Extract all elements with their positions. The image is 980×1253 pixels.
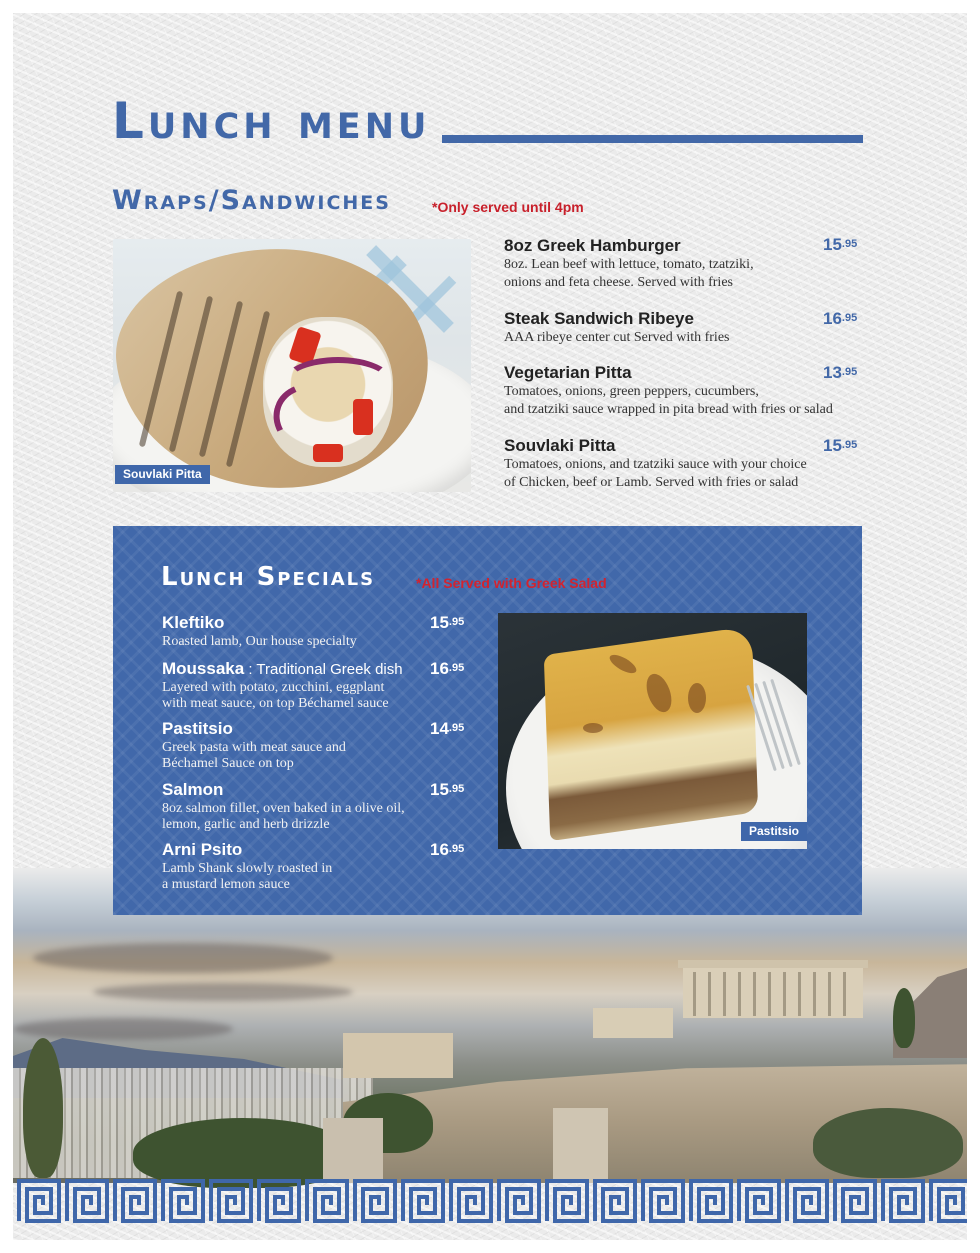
greek-key-icon — [401, 1179, 445, 1223]
item-desc: Béchamel Sauce on top — [162, 756, 294, 771]
item-price: $15^{.95}$ — [823, 436, 858, 455]
souvlaki-pitta-photo — [113, 239, 471, 492]
wraps-note: *Only served until 4pm — [432, 199, 584, 215]
greek-key-icon — [881, 1179, 925, 1223]
item-name: Kleftiko — [162, 613, 225, 632]
item-price: $16^{.95}$ — [430, 840, 465, 859]
item-price: $15^{.95}$ — [430, 780, 465, 799]
item-name: Arni Psito — [162, 840, 243, 859]
specials-note: *All Served with Greek Salad — [416, 575, 607, 591]
greek-key-icon — [545, 1179, 589, 1223]
pastitsio-photo — [498, 613, 807, 849]
wraps-heading: Wraps/Sandwiches — [112, 185, 391, 216]
specials-heading: Lunch Specials — [161, 562, 376, 592]
item-name: Salmon — [162, 780, 224, 799]
item-desc: 8oz salmon fillet, oven baked in a olive oil, — [162, 801, 405, 816]
greek-key-icon — [497, 1179, 541, 1223]
item-desc: with meat sauce, on top Béchamel sauce — [162, 696, 389, 711]
item-price: $13^{.95}$ — [823, 363, 858, 382]
menu-item — [162, 613, 357, 650]
menu-item — [162, 659, 403, 712]
menu-page — [13, 13, 967, 1240]
greek-key-icon — [113, 1179, 157, 1223]
item-name: Moussaka : Traditional Greek dish — [162, 659, 403, 678]
menu-item — [504, 236, 754, 292]
greek-key-border — [13, 1179, 967, 1227]
greek-key-icon — [257, 1179, 301, 1223]
greek-key-icon — [833, 1179, 877, 1223]
greek-key-icon — [209, 1179, 253, 1223]
item-desc: Roasted lamb, Our house specialty — [162, 634, 357, 649]
greek-key-icon — [305, 1179, 349, 1223]
greek-key-icon — [641, 1179, 685, 1223]
item-price: $16^{.95}$ — [430, 659, 465, 678]
item-name: 8oz Greek Hamburger — [504, 236, 681, 255]
lunch-specials-panel — [113, 526, 862, 915]
greek-key-icon — [161, 1179, 205, 1223]
menu-item — [504, 309, 729, 347]
item-desc: lemon, garlic and herb drizzle — [162, 817, 330, 832]
item-price: $15^{.95}$ — [823, 235, 858, 254]
item-name: Pastitsio — [162, 719, 233, 738]
item-desc: Layered with potato, zucchini, eggplant — [162, 680, 385, 695]
menu-item — [162, 780, 405, 833]
greek-key-icon — [737, 1179, 781, 1223]
menu-item — [162, 840, 332, 893]
greek-key-icon — [689, 1179, 733, 1223]
menu-item — [504, 363, 833, 419]
greek-key-icon — [449, 1179, 493, 1223]
page-title: Lunch menu — [112, 92, 431, 150]
item-desc: onions and feta cheese. Served with fries — [504, 275, 733, 290]
item-desc: a mustard lemon sauce — [162, 877, 290, 892]
item-price: $15^{.95}$ — [430, 613, 465, 632]
greek-key-icon — [929, 1179, 967, 1223]
item-desc: Greek pasta with meat sauce and — [162, 740, 346, 755]
title-underline — [442, 135, 863, 143]
item-desc: Tomatoes, onions, and tzatziki sauce with your choice — [504, 457, 807, 472]
greek-key-icon — [65, 1179, 109, 1223]
item-desc: Lamb Shank slowly roasted in — [162, 861, 333, 876]
item-desc: AAA ribeye center cut Served with fries — [504, 330, 730, 345]
greek-key-icon — [17, 1179, 61, 1223]
greek-key-icon — [353, 1179, 397, 1223]
acropolis-landscape-image — [13, 868, 967, 1183]
menu-item — [162, 719, 346, 772]
item-desc: and tzatziki sauce wrapped in pita bread with fries or salad — [504, 402, 833, 417]
photo-caption: Pastitsio — [741, 822, 807, 841]
item-name: Souvlaki Pitta — [504, 436, 616, 455]
greek-key-icon — [593, 1179, 637, 1223]
menu-item — [504, 436, 807, 492]
photo-caption: Souvlaki Pitta — [115, 465, 210, 484]
item-desc: 8oz. Lean beef with lettuce, tomato, tzatziki, — [504, 257, 754, 272]
item-price: $16^{.95}$ — [823, 309, 858, 328]
item-name: Vegetarian Pitta — [504, 363, 632, 382]
item-name: Steak Sandwich Ribeye — [504, 309, 694, 328]
greek-key-icon — [785, 1179, 829, 1223]
item-price: $14^{.95}$ — [430, 719, 465, 738]
item-desc: of Chicken, beef or Lamb. Served with fries or salad — [504, 475, 799, 490]
item-desc: Tomatoes, onions, green peppers, cucumbers, — [504, 384, 759, 399]
